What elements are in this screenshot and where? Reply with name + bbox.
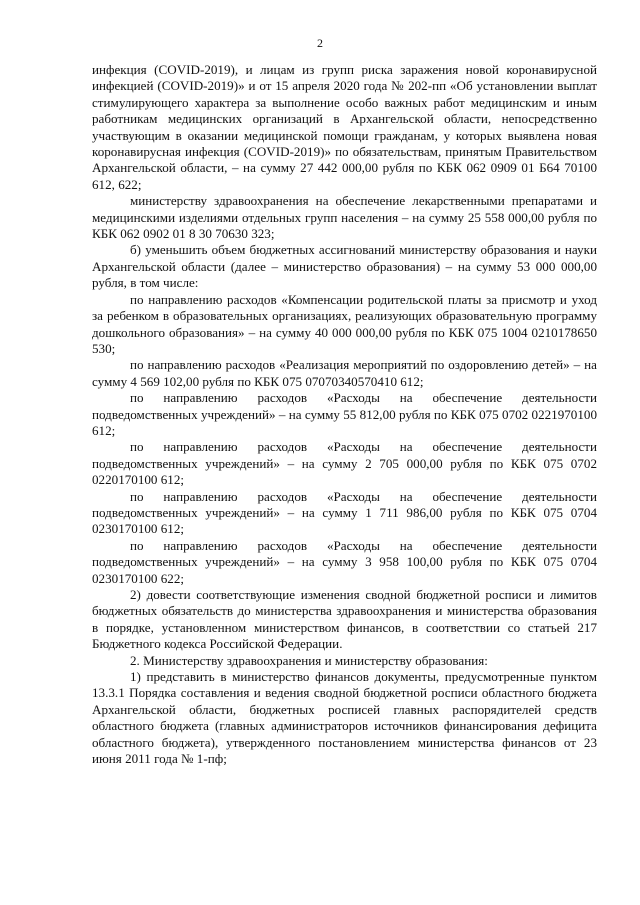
paragraph-health-ministry-medicines: министерству здравоохранения на обеспечение лекарственными препаратами и медицинскими изделиями отдельных групп населения – на сумму 25 558 000,00 рубля по КБК 062 0902 01 8 30 70630 323;: [92, 193, 597, 242]
paragraph-parental-fee-compensation: по направлению расходов «Компенсации родительской платы за присмотр и уход за ребенком в образовательных организациях, реализующих образовательную программу дошкольного образования» – на сумму 40 000 000,00 рубля по КБК 075 1004 0210178650 530;: [92, 291, 597, 356]
paragraph-subordinate-institutions-2: по направлению расходов «Расходы на обеспечение деятельности подведомственных учреждений» – на сумму 2 705 000,00 рубля по КБК 075 0702 0220170100 612;: [92, 439, 597, 488]
paragraph-section-2-heading: 2. Министерству здравоохранения и министерству образования:: [130, 652, 488, 668]
paragraph-covid-payments-continuation: инфекция (COVID-2019), и лицам из групп риска заражения новой коронавирусной инфекцией (COVID-2019)» и от 15 апреля 2020 года № 202-пп «Об установлении выплат стимулирующего характера за выполнение особо важных работ медицинским и иным работникам медицинских организаций в Архангельской области, непосредственно участвующим в оказании медицинской помощи гражданам, у которых выявлена новая коронавирусная инфекция (COVID-2019)» по обязательствам, принятым Правительством Архангельской области, – на сумму 27 442 000,00 рубля по КБК 062 0909 01 Б64 70100 612, 622;: [92, 62, 597, 192]
paragraph-subordinate-institutions-4: по направлению расходов «Расходы на обеспечение деятельности подведомственных учреждений» – на сумму 3 958 100,00 рубля по КБК 075 0704 0230170100 622;: [92, 537, 597, 586]
paragraph-subordinate-institutions-3: по направлению расходов «Расходы на обеспечение деятельности подведомственных учреждений» – на сумму 1 711 986,00 рубля по КБК 075 0704 0230170100 612;: [92, 488, 597, 537]
paragraph-subordinate-institutions-1: по направлению расходов «Расходы на обеспечение деятельности подведомственных учреждений» – на сумму 55 812,00 рубля по КБК 075 0702 0221970100 612;: [92, 390, 597, 438]
paragraph-budget-changes-notice: 2) довести соответствующие изменения сводной бюджетной росписи и лимитов бюджетных обязательств до министерства здравоохранения и министерства образования в порядке, установленном министерством финансов, в соответствии со статьей 217 Бюджетного кодекса Российской Федерации.: [92, 587, 597, 652]
page-number: 2: [317, 36, 323, 50]
paragraph-children-recovery: по направлению расходов «Реализация мероприятий по оздоровлению детей» – на сумму 4 569 102,00 рубля по КБК 075 07070340570410 612;: [92, 357, 597, 389]
document-body: [92, 62, 597, 767]
paragraph-education-ministry-reduction: б) уменьшить объем бюджетных ассигнований министерству образования и науки Архангельской области (далее – министерство образования) – на сумму 53 000 000,00 рубля, в том числе:: [92, 242, 597, 291]
paragraph-submit-documents: 1) представить в министерство финансов документы, предусмотренные пунктом 13.3.1 Порядка составления и ведения сводной бюджетной росписи областного бюджета Архангельской области, бюджетных росписей главных распорядителей средств областного бюджета (главных администраторов источников финансирования дефицита областного бюджета), утвержденного постановлением министерства финансов от 23 июня 2011 года № 1-пф;: [92, 669, 597, 767]
